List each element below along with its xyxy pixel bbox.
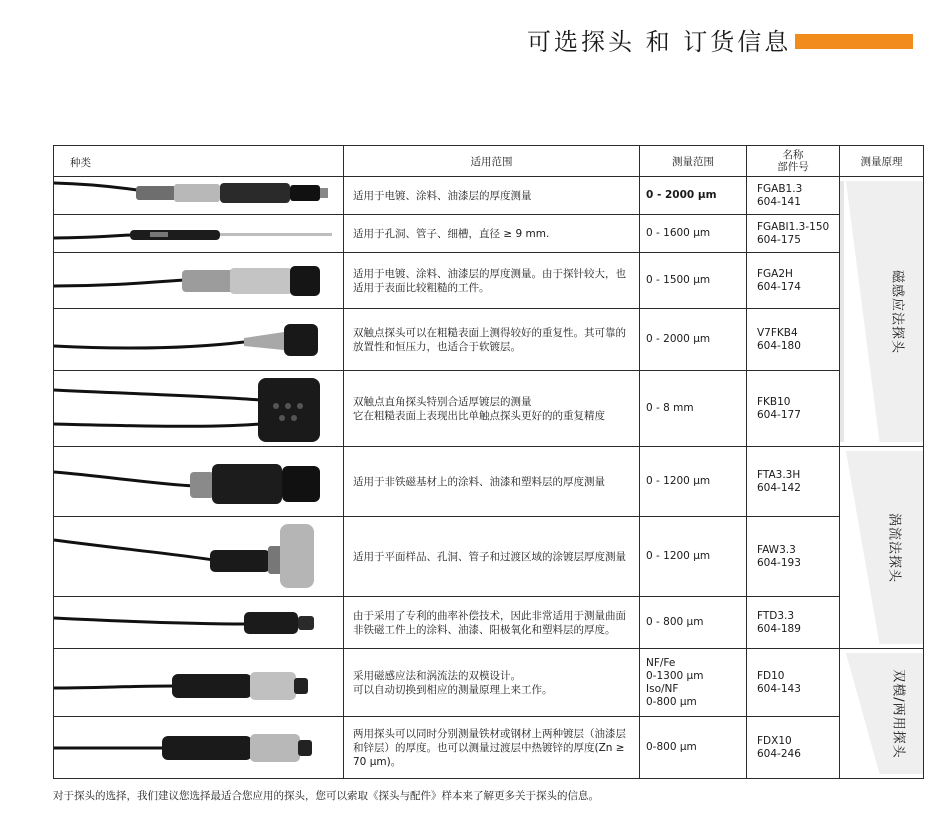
application-cell: 由于采用了专利的曲率补偿技术，因此非常适用于测量曲面非铁磁工件上的涂料、油漆、阳极氧化和塑料层的厚度。 [344,597,640,649]
probe-fgab1-image [54,177,344,215]
principle-label: 磁感应法探头 [888,269,904,354]
part-cell [747,253,840,309]
part-cell [747,649,840,717]
application-cell: 采用磁感应法和涡流法的双模设计。 可以自动切换到相应的测量原理上来工作。 [344,649,640,717]
header-name-line1: 名称 [782,149,804,161]
table-row [54,517,924,597]
range-cell: 0 - 1200 µm [640,447,747,517]
application-cell: 适用于孔洞、管子、细槽，直径 ≥ 9 mm. [344,215,640,253]
header-principle: 测量原理 [840,146,924,177]
part-number: 604-143 [757,682,801,695]
probe-table [53,145,924,779]
probe-v7fkb4-image [54,309,344,371]
part-number: 604-189 [757,622,801,635]
range-cell: 0 - 1600 µm [640,215,747,253]
range-cell: 0 - 8 mm [640,371,747,447]
range-cell: 0-800 µm [640,717,747,779]
probe-name: FKB10 [757,395,791,408]
part-number: 604-142 [757,481,801,494]
part-number: 604-193 [757,556,801,569]
application-cell: 适用于电镀、涂料、油漆层的厚度测量。由于探针较大，也适用于表面比较粗糙的工件。 [344,253,640,309]
part-number: 604-174 [757,280,801,293]
part-cell [747,371,840,447]
table-row [54,309,924,371]
range-cell: 0 - 2000 µm [640,177,747,215]
probe-fta33h-image [54,447,344,517]
part-number: 604-180 [757,339,801,352]
probe-name: FGABI1.3-150 [757,220,830,233]
part-cell [747,177,840,215]
probe-fdx10-image [54,717,344,779]
probe-faw33-image [54,517,344,597]
principle-wedge [840,447,923,648]
part-cell [747,447,840,517]
range-line: 0-800 µm [646,695,697,708]
application-cell: 适用于平面样品、孔洞、管子和过渡区域的涂镀层厚度测量 [344,517,640,597]
probe-name: FTA3.3H [757,468,801,481]
header-name [747,146,840,177]
range-line: NF/Fe [646,656,676,669]
part-number: 604-177 [757,408,801,421]
probe-pen-image [54,215,344,253]
principle-label: 双模/两用探头 [889,668,905,759]
principle-label: 涡流法探头 [886,512,902,583]
table-row [54,215,924,253]
principle-wedge [840,649,923,778]
probe-name: FAW3.3 [757,543,796,556]
table-row [54,447,924,517]
probe-fga2h-image [54,253,344,309]
range-cell: 0 - 1500 µm [640,253,747,309]
range-cell: 0 - 2000 µm [640,309,747,371]
probe-name: FTD3.3 [757,609,795,622]
table-row [54,649,924,717]
header-application: 适用范围 [344,146,640,177]
orange-accent-bar [795,34,913,49]
header-name-line2: 部件号 [777,161,809,173]
probe-name: FGA2H [757,267,793,280]
application-cell: 双触点直角探头特别合适厚镀层的测量 它在粗糙表面上表现出比单触点探头更好的的重复精度 [344,371,640,447]
table-row [54,371,924,447]
range-cell: 0 - 800 µm [640,597,747,649]
probe-name: FDX10 [757,734,792,747]
part-cell [747,215,840,253]
part-cell [747,309,840,371]
table-row [54,597,924,649]
range-cell: 0 - 1200 µm [640,517,747,597]
probe-fd10-image [54,649,344,717]
part-number: 604-141 [757,195,801,208]
range-line: 0-1300 µm [646,669,704,682]
header-type: 种类 [54,146,344,177]
part-cell [747,597,840,649]
page-title: 可选探头 和 订货信息 [527,28,792,56]
header-range: 测量范围 [640,146,747,177]
application-cell: 适用于电镀、涂料、油漆层的厚度测量 [344,177,640,215]
table-row [54,253,924,309]
part-number: 604-175 [757,233,801,246]
probe-ftd33-image [54,597,344,649]
part-number: 604-246 [757,747,801,760]
part-cell [747,517,840,597]
principle-group-magnetic [840,177,924,447]
probe-name: V7FKB4 [757,326,798,339]
range-cell [640,649,747,717]
application-cell: 双触点探头可以在粗糙表面上测得较好的重复性。其可靠的放置性和恒压力，也适合于软镀层。 [344,309,640,371]
table-header-row [54,146,924,177]
probe-fkb10-image [54,371,344,447]
probe-name: FD10 [757,669,785,682]
application-cell: 两用探头可以同时分别测量铁材或钢材上两种镀层（油漆层和锌层）的厚度。也可以测量过渡层中热镀锌的厚度(Zn ≥ 70 µm)。 [344,717,640,779]
range-line: Iso/NF [646,682,679,695]
principle-group-dual [840,649,924,779]
table-row [54,177,924,215]
part-cell [747,717,840,779]
principle-group-eddy [840,447,924,649]
footnote: 对于探头的选择，我们建议您选择最适合您应用的探头，您可以索取《探头与配件》样本来了解更多关于探头的信息。 [53,790,599,802]
probe-name: FGAB1.3 [757,182,803,195]
application-cell: 适用于非铁磁基材上的涂料、油漆和塑料层的厚度测量 [344,447,640,517]
principle-wedge [840,177,923,446]
table-row [54,717,924,779]
